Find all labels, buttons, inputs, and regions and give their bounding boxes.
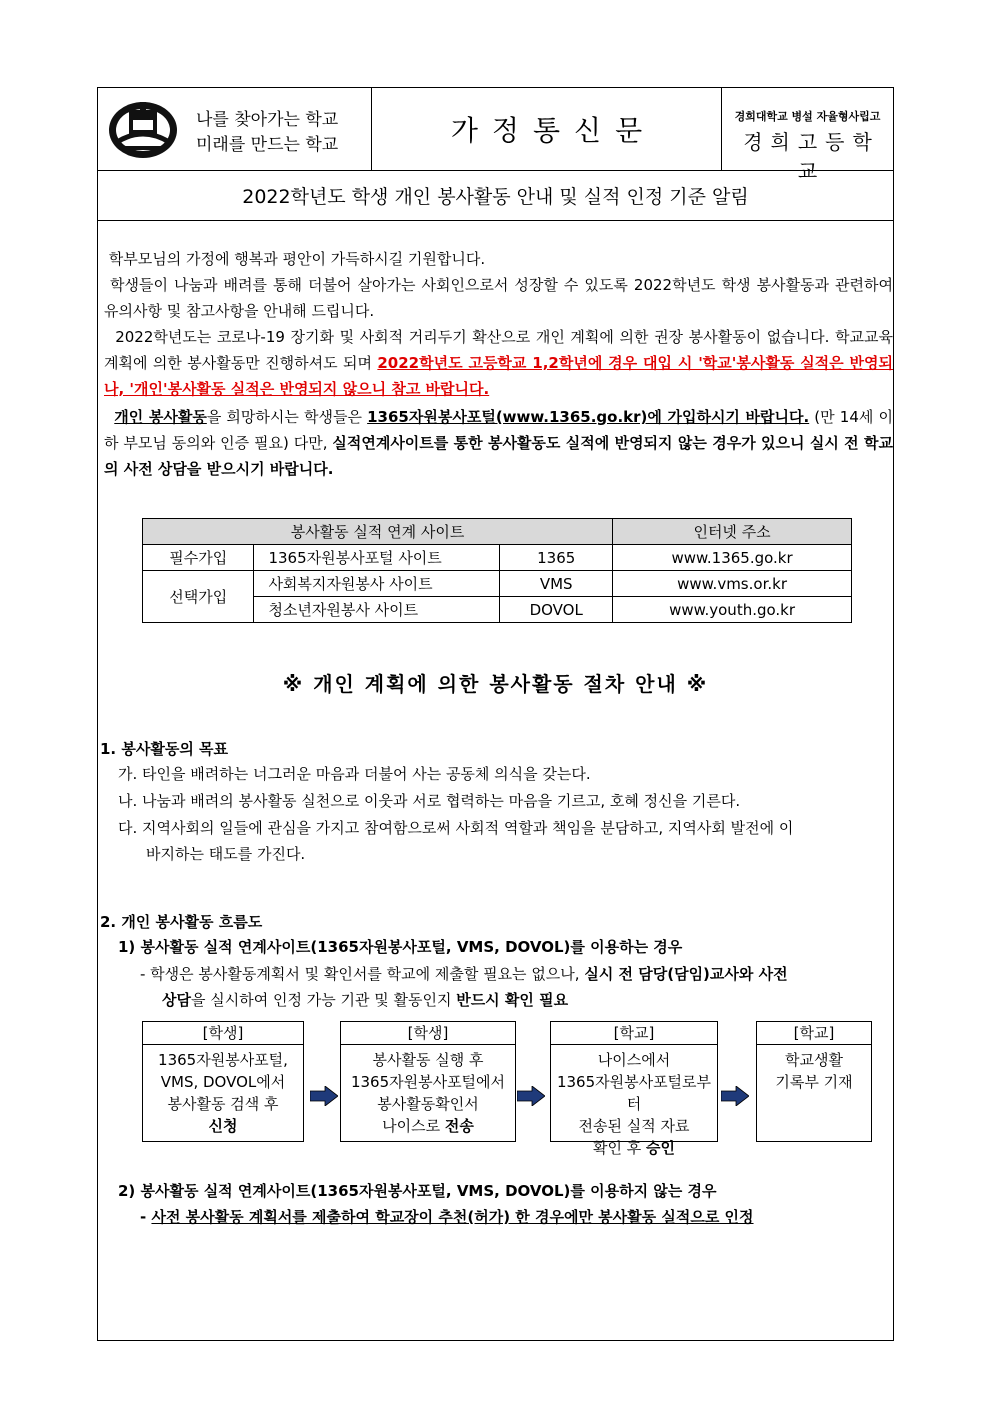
flow-case-1-note-line2 [162,987,568,1013]
subject-line: 2022학년도 학생 개인 봉사활동 안내 및 실적 인정 기준 알림 [98,170,893,221]
site-name: 1365자원봉사포털 사이트 [254,545,500,571]
flow-line: 전송된 실적 자료 [578,1117,690,1135]
flow-line: 1365자원봉사포털로부터 [556,1073,712,1113]
motto-line-1: 나를 찾아가는 학교 [196,110,339,130]
flow-line: 봉사활동 실행 후 [372,1051,484,1069]
school-emblem-icon [107,96,179,160]
consult-notice: 실적연계사이트를 통한 봉사활동도 실적에 반영되지 않는 경우가 있으니 실시 전 학교의 사전 상담을 받으시기 바랍니다. [104,434,893,478]
site-code: 1365 [500,545,613,571]
flow-line: 1365자원봉사포털에서 [350,1073,506,1091]
group-required: 필수가입 [143,545,254,571]
flow-line: VMS, DOVOL에서 [160,1073,286,1091]
school-affiliation: 경희대학교 병설 자율형사립고 [734,110,881,123]
site-code: DOVOL [500,597,613,623]
flow-case-1-note [140,961,892,987]
admission-warning: 2022학년도 고등학교 1,2학년에 경우 대입 시 '학교'봉사활동 실적은 반영되나, '개인'봉사활동 실적은 반영되지 않으니 참고 바랍니다. [104,354,893,398]
flow-step-4 [756,1021,872,1142]
title-cell [372,88,722,170]
flow-step-body [341,1045,515,1137]
letterhead [98,88,893,183]
purpose-text: 학생들이 나눔과 배려를 통해 더불어 살아가는 사회인으로서 성장할 수 있도록 2022학년도 학생 봉사활동과 관련하여 유의사항 및 참고사항을 안내해 드립니다. [104,276,893,320]
intro-paragraph-3 [104,324,893,402]
flow-step-body [143,1045,303,1137]
flow-case-1: 1) 봉사활동 실적 연계사이트(1365자원봉사포털, VMS, DOVOL)를 이용하는 경우 [118,938,683,956]
personal-volunteer-label: 개인 봉사활동 [114,408,207,426]
portal-signup-text: 1365자원봉사포털(www.1365.go.kr)에 가입하시기 바랍니다. [367,408,810,426]
table-row [143,571,852,597]
goals-heading: 1. 봉사활동의 목표 [100,740,229,758]
site-code: VMS [500,571,613,597]
greeting: 학부모님의 가정에 행복과 평안이 가득하시길 기원합니다. [108,250,486,268]
site-url: www.youth.go.kr [613,597,852,623]
flow-case-2: 2) 봉사활동 실적 연계사이트(1365자원봉사포털, VMS, DOVOL)를 이용하지 않는 경우 [118,1182,717,1200]
flow-line: 기록부 기재 [775,1073,853,1091]
procedure-title: ※ 개인 계획에 의한 봉사활동 절차 안내 ※ [282,672,709,696]
site-table-header [143,519,852,545]
goal-b: 나. 나눔과 배려의 봉사활동 실천으로 이웃과 서로 협력하는 마음을 기르고, 호혜 정신을 기른다. [118,792,741,810]
flow-step-tag: [학교] [757,1022,871,1045]
site-name: 청소년자원봉사 사이트 [254,597,500,623]
intro-paragraph-4 [104,404,893,482]
document-title: 가정통신문 [450,114,657,147]
flow-action: 신청 [208,1117,238,1135]
goal-c-line2: 바지하는 태도를 가진다. [146,845,306,863]
p4-paren: (만 14세 이하 부모님 동의와 인증 필요) 다만, [104,408,893,452]
flow-line: 봉사활동 검색 후 [167,1095,279,1113]
flow-action: 승인 [646,1139,675,1157]
goal-a: 가. 타인을 배려하는 너그러운 마음과 더불어 사는 공동체 의식을 갖는다. [118,765,591,783]
site-table [142,518,852,623]
header-site: 봉사활동 실적 연계 사이트 [143,519,613,545]
motto-line-2: 미래를 만드는 학교 [196,135,339,155]
flow-line: 학교생활 [785,1051,843,1069]
flow-line: 나이스로 [382,1117,445,1135]
goal-c-line1: 다. 지역사회의 일들에 관심을 가지고 참여함으로써 사회적 역할과 책임을 분담하고, 지역사회 발전에 이 [118,819,794,837]
p4-mid: 을 희망하시는 학생들은 [206,408,368,426]
flow-line: 나이스에서 [597,1051,671,1069]
flow-action: 전송 [444,1117,474,1135]
intro-paragraph-1 [104,246,893,272]
case1-note-e: 반드시 확인 필요 [456,991,569,1009]
case2-note: 사전 봉사활동 계획서를 제출하여 학교장이 추천(허가) 한 경우에만 봉사활동 실적으로 인정 [151,1208,754,1226]
arrow-right-icon [310,1086,338,1106]
flow-step-2 [340,1021,516,1142]
site-url: www.vms.or.kr [613,571,852,597]
group-optional: 선택가입 [143,571,254,623]
case1-note-b: 실시 전 담당(담임)교사와 사전 [584,965,788,983]
flow-step-tag: [학생] [341,1022,515,1045]
site-url: www.1365.go.kr [613,545,852,571]
flow-step-tag: [학교] [551,1022,717,1045]
school-name: 경희고등학교 [743,130,880,183]
case1-note-d: 을 실시하여 인정 가능 기관 및 활동인지 [190,991,457,1009]
flow-step-1 [142,1021,304,1142]
covid-notice: 2022학년도는 코로나-19 장기화 및 사회적 거리두기 확산으로 개인 계획에 의한 권장 봉사활동이 없습니다. 학교교육계획에 의한 봉사활동만 진행하셔도 되며 [104,328,893,372]
site-name: 사회복지자원봉사 사이트 [254,571,500,597]
intro-paragraph-2 [104,272,893,324]
flow-line: 확인 후 [593,1139,647,1157]
school-cell [722,88,893,183]
arrow-right-icon [721,1086,749,1106]
case1-note-c: 상담 [162,991,191,1009]
flow-step-3 [550,1021,718,1157]
flow-line: 1365자원봉사포털, [158,1051,288,1069]
flow-step-body [757,1045,871,1093]
logo-cell [98,88,372,170]
arrow-right-icon [517,1086,545,1106]
flow-step-tag: [학생] [143,1022,303,1045]
flow-heading: 2. 개인 봉사활동 흐름도 [100,913,263,931]
flow-step-body [551,1045,717,1159]
case1-note-a: - 학생은 봉사활동계획서 및 확인서를 학교에 제출할 필요는 없으나, [140,965,585,983]
header-url: 인터넷 주소 [613,519,852,545]
flow-case-2-note: - 사전 봉사활동 계획서를 제출하여 학교장이 추천(허가) 한 경우에만 봉사활동 실적으로 인정 [140,1208,754,1226]
table-row [143,545,852,571]
document-frame [97,87,894,1341]
flow-line: 봉사활동확인서 [377,1095,479,1113]
